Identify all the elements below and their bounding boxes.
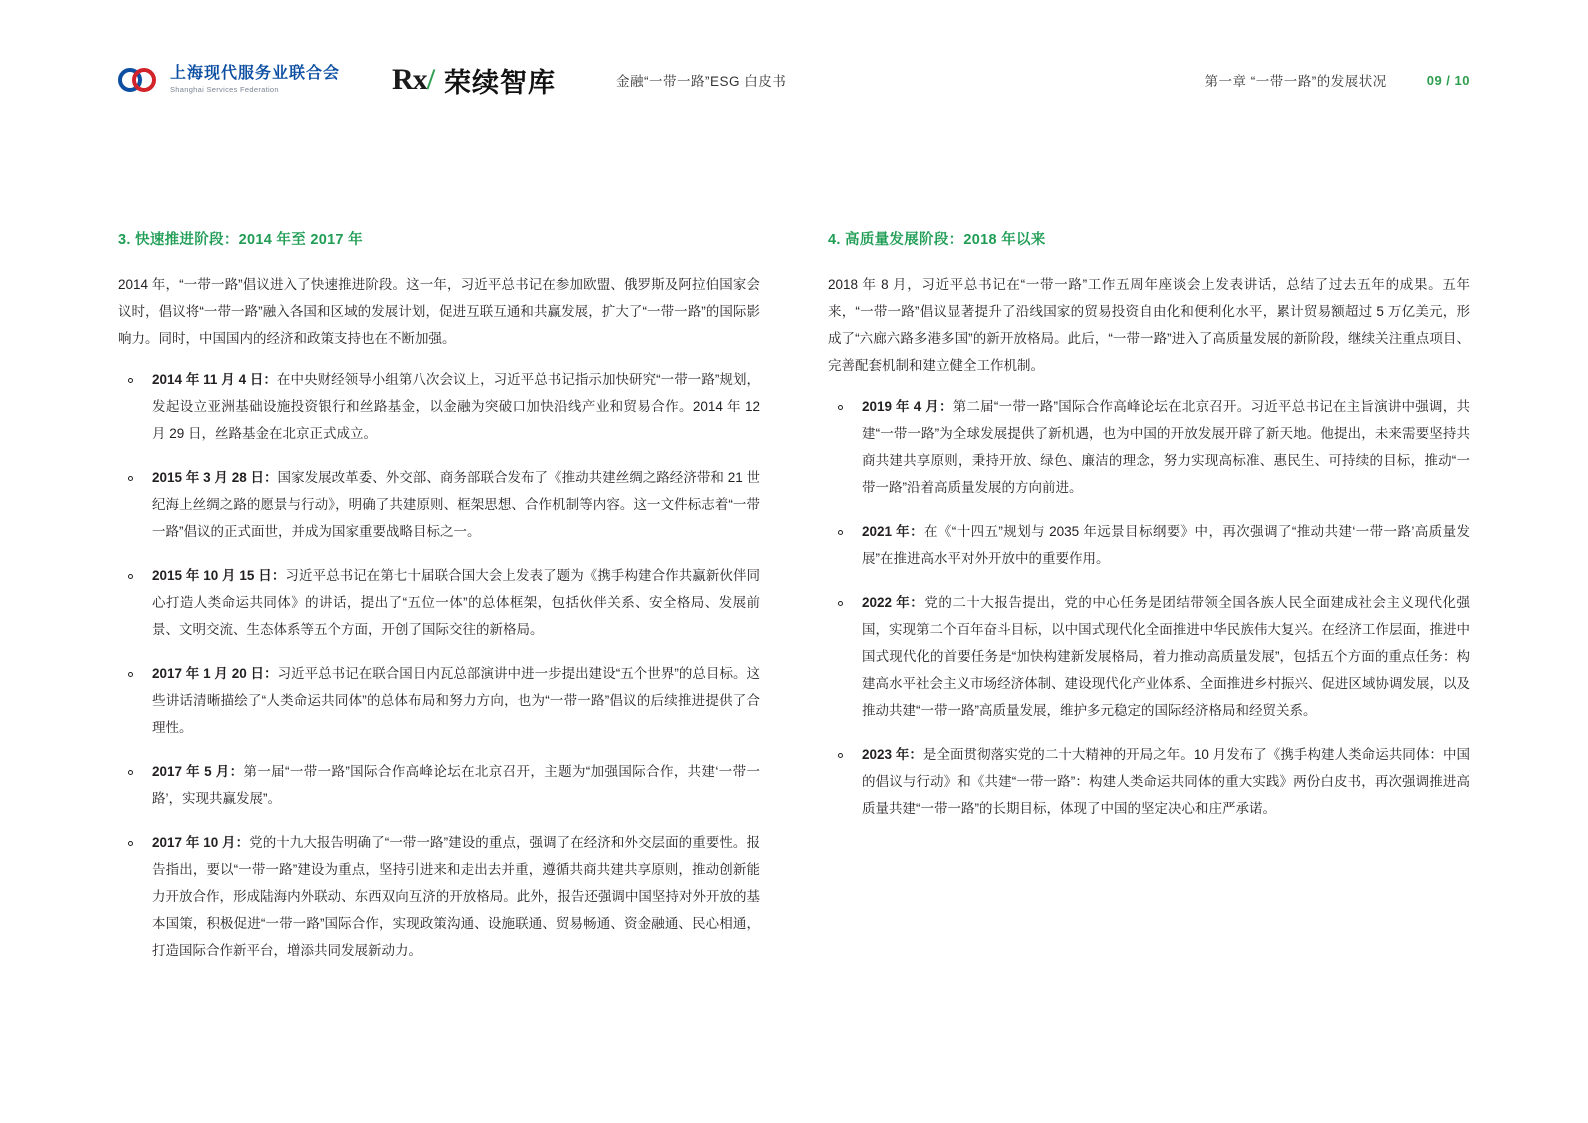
list-item-lead: 2017 年 1 月 20 日： — [152, 666, 278, 681]
left-column — [118, 228, 760, 981]
list-item — [828, 393, 1470, 501]
list-item-lead: 2021 年： — [862, 524, 924, 539]
right-section-title: 4. 高质量发展阶段：2018 年以来 — [828, 232, 1046, 248]
list-item-lead: 2023 年： — [862, 747, 923, 762]
list-item — [118, 366, 760, 447]
page-header — [118, 55, 1470, 105]
document-title: 金融“一带一路”ESG 白皮书 — [616, 74, 787, 89]
shanghai-services-federation-logo — [118, 65, 340, 95]
list-item-lead: 2017 年 5 月： — [152, 764, 244, 779]
interlocking-rings-icon — [118, 65, 162, 95]
header-right-group — [1204, 70, 1470, 90]
list-item-lead: 2019 年 4 月： — [862, 399, 953, 414]
right-intro-paragraph: 2018 年 8 月，习近平总书记在“一带一路”工作五周年座谈会上发表讲话，总结了过去五年的成果。五年来，“一带一路”倡议显著提升了沿线国家的贸易投资自由化和便利化水平，累计贸易额超过 5 万亿美元，形成了“六廊六路多港多国”的新开放格局。此后，“一带一路”进入了高质量发展的新阶段，继续关注重点项目、完善配套机制和建立健全工作机制。 — [828, 277, 1470, 373]
ssf-logo-en: Shanghai Services Federation — [170, 84, 279, 94]
rx-monogram-text: Rx — [392, 63, 427, 96]
page-body — [118, 228, 1470, 981]
list-item-lead: 2017 年 10 月： — [152, 835, 250, 850]
list-item-text: 第二届“一带一路”国际合作高峰论坛在北京召开。习近平总书记在主旨演讲中强调，共建“一带一路”为全球发展提供了新机遇，也为中国的开放发展开辟了新天地。他提出，未来需要坚持共商共建共享原则，秉持开放、绿色、廉洁的理念，努力实现高标准、惠民生、可持续的目标，推动“一带一路”沿着高质量发展的方向前进。 — [862, 399, 1470, 495]
brand-name: 荣续智库 — [444, 67, 557, 98]
list-item-text: 党的十九大报告明确了“一带一路”建设的重点，强调了在经济和外交层面的重要性。报告指出，要以“一带一路”建设为重点，坚持引进来和走出去并重，遵循共商共建共享原则，推动创新能力开放合作，形成陆海内外联动、东西双向互济的开放格局。此外，报告还强调中国坚持对外开放的基本国策，积极促进“一带一路”国际合作，实现政策沟通、设施联通、贸易畅通、资金融通、民心相通，打造国际合作新平台，增添共同发展新动力。 — [152, 835, 760, 958]
logo-group — [118, 61, 556, 100]
rx-monogram-icon — [392, 63, 434, 97]
list-item-text: 党的二十大报告提出，党的中心任务是团结带领全国各族人民全面建成社会主义现代化强国，实现第二个百年奋斗目标，以中国式现代化全面推进中华民族伟大复兴。在经济工作层面，推进中国式现代化的首要任务是“加快构建新发展格局，着力推动高质量发展”，包括五个方面的重点任务：构建高水平社会主义市场经济体制、建设现代化产业体系、全面推进乡村振兴、促进区域协调发展，以及推动共建“一带一路”高质量发展，维护多元稳定的国际经济格局和经贸关系。 — [862, 595, 1470, 718]
list-item-text: 在《“十四五”规划与 2035 年远景目标纲要》中，再次强调了“推动共建‘一带一路’高质量发展”在推进高水平对外开放中的重要作用。 — [862, 524, 1470, 566]
list-item — [828, 741, 1470, 822]
list-item-text: 第一届“一带一路”国际合作高峰论坛在北京召开，主题为“加强国际合作，共建‘一带一路’，实现共赢发展”。 — [152, 764, 760, 806]
list-item-lead: 2022 年： — [862, 595, 925, 610]
list-item — [118, 758, 760, 812]
list-item-text: 在中央财经领导小组第八次会议上，习近平总书记指示加快研究“一带一路”规划，发起设立亚洲基础设施投资银行和丝路基金，以金融为突破口加快沿线产业和贸易合作。2014 年 12 月 29 日，丝路基金在北京正式成立。 — [152, 372, 760, 441]
list-item — [828, 589, 1470, 724]
list-item-lead: 2015 年 10 月 15 日： — [152, 568, 286, 583]
rongxu-think-tank-logo — [392, 61, 556, 100]
rx-slash-icon: / — [426, 63, 435, 96]
list-item — [118, 464, 760, 545]
right-column — [828, 228, 1470, 981]
left-intro-paragraph: 2014 年，“一带一路”倡议进入了快速推进阶段。这一年，习近平总书记在参加欧盟、俄罗斯及阿拉伯国家会议时，倡议将“一带一路”融入各国和区域的发展计划，促进互联互通和共赢发展，扩大了“一带一路”的国际影响力。同时，中国国内的经济和政策支持也在不断加强。 — [118, 277, 760, 346]
ssf-logo-cn: 上海现代服务业联合会 — [170, 65, 341, 83]
page-number: 09 / 10 — [1426, 72, 1470, 88]
right-bullet-list — [828, 393, 1470, 822]
list-item — [118, 562, 760, 643]
list-item — [118, 829, 760, 964]
list-item-lead: 2015 年 3 月 28 日： — [152, 470, 278, 485]
list-item-text: 习近平总书记在联合国日内瓦总部演讲中进一步提出建设“五个世界”的总目标。这些讲话清晰描绘了“人类命运共同体”的总体布局和努力方向，也为“一带一路”倡议的后续推进提供了合理性。 — [152, 666, 761, 735]
list-item — [828, 518, 1470, 572]
ssf-logo-text — [170, 66, 340, 94]
chapter-label: 第一章 “一带一路”的发展状况 — [1204, 74, 1387, 89]
list-item-lead: 2014 年 11 月 4 日： — [152, 372, 277, 387]
list-item-text: 是全面贯彻落实党的二十大精神的开局之年。10 月发布了《携手构建人类命运共同体：中国的倡议与行动》和《共建“一带一路”：构建人类命运共同体的重大实践》两份白皮书，再次强调推进高质量共建“一带一路”的长期目标，体现了中国的坚定决心和庄严承诺。 — [862, 747, 1470, 816]
left-bullet-list — [118, 366, 760, 964]
list-item — [118, 660, 760, 741]
list-item-text: 习近平总书记在第七十届联合国大会上发表了题为《携手构建合作共赢新伙伴同心打造人类命运共同体》的讲话，提出了“五位一体”的总体框架，包括伙伴关系、安全格局、发展前景、文明交流、生态体系等五个方面，开创了国际交往的新格局。 — [152, 568, 761, 637]
left-section-title: 3. 快速推进阶段：2014 年至 2017 年 — [118, 232, 363, 248]
list-item-text: 国家发展改革委、外交部、商务部联合发布了《推动共建丝绸之路经济带和 21 世纪海上丝绸之路的愿景与行动》，明确了共建原则、框架思想、合作机制等内容。这一文件标志着“一带一路”倡议的正式面世，并成为国家重要战略目标之一。 — [152, 470, 760, 539]
